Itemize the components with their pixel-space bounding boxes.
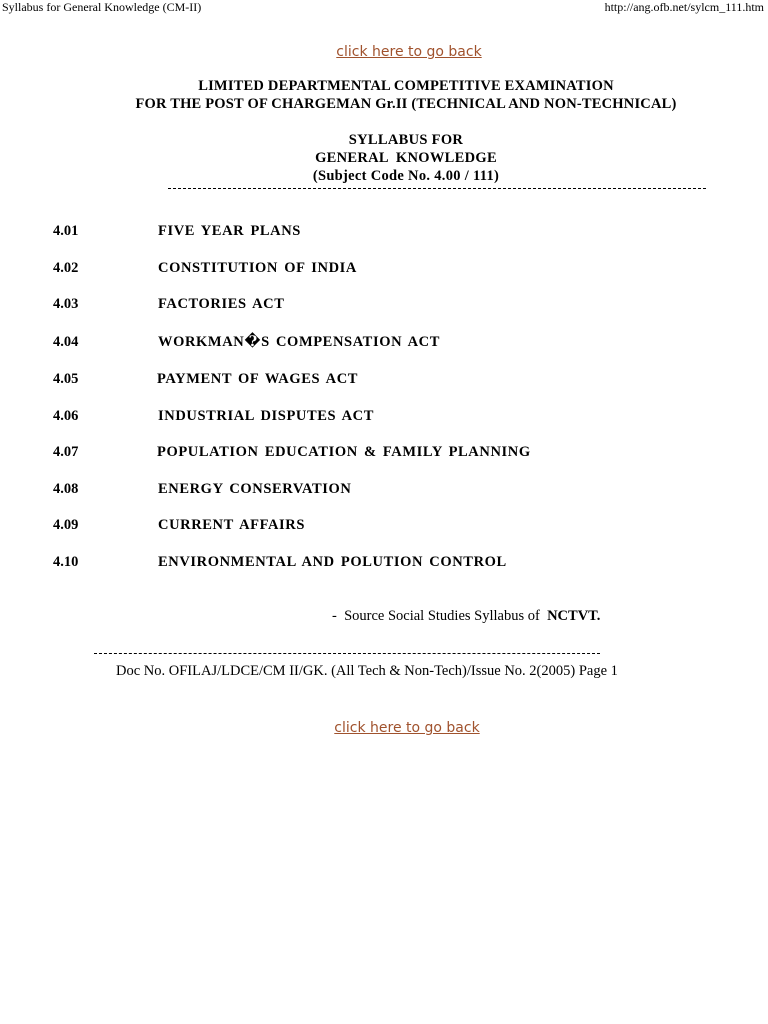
browser-page-title: Syllabus for General Knowledge (CM-II) — [2, 0, 202, 14]
source-note-prefix: - Source Social Studies Syllabus of — [332, 608, 544, 624]
divider-top — [168, 188, 706, 189]
source-note-org: NCTVT. — [547, 608, 601, 624]
item-title: POPULATION EDUCATION & FAMILY PLANNING — [157, 444, 531, 460]
item-title: CURRENT AFFAIRS — [158, 517, 306, 533]
item-number: 4.06 — [53, 408, 79, 424]
item-number: 4.05 — [53, 371, 79, 387]
syllabus-heading — [96, 131, 716, 185]
item-title: FIVE YEAR PLANS — [158, 223, 301, 239]
item-title: FACTORIES ACT — [158, 296, 285, 312]
exam-heading-line2: FOR THE POST OF CHARGEMAN Gr.II (TECHNICAL AND NON-TECHNICAL) — [135, 96, 677, 112]
subject-code: (Subject Code No. 4.00 / 111) — [312, 168, 500, 184]
item-number: 4.01 — [53, 223, 79, 239]
divider-bottom — [94, 653, 600, 654]
item-number: 4.04 — [53, 334, 79, 350]
item-title: INDUSTRIAL DISPUTES ACT — [158, 408, 375, 424]
browser-page-url: http://ang.ofb.net/sylcm_111.htm — [604, 0, 764, 14]
back-link-top[interactable]: click here to go back — [336, 44, 482, 60]
syllabus-heading-line2: GENERAL KNOWLEDGE — [315, 150, 497, 166]
item-number: 4.07 — [53, 444, 79, 460]
item-number: 4.02 — [53, 260, 79, 276]
syllabus-heading-line1: SYLLABUS FOR — [348, 132, 464, 148]
source-note — [332, 607, 600, 625]
item-number: 4.10 — [53, 554, 79, 570]
item-title: ENVIRONMENTAL AND POLUTION CONTROL — [158, 554, 507, 570]
item-title: WORKMAN�S COMPENSATION ACT — [158, 334, 440, 350]
back-link-bottom[interactable]: click here to go back — [334, 720, 480, 736]
item-number: 4.03 — [53, 296, 79, 312]
item-title: ENERGY CONSERVATION — [158, 481, 352, 497]
exam-heading-line1: LIMITED DEPARTMENTAL COMPETITIVE EXAMINATION — [198, 78, 614, 94]
item-title: CONSTITUTION OF INDIA — [158, 260, 357, 276]
item-number: 4.08 — [53, 481, 79, 497]
item-number: 4.09 — [53, 517, 79, 533]
item-title: PAYMENT OF WAGES ACT — [157, 371, 359, 387]
document-number: Doc No. OFILAJ/LDCE/CM II/GK. (All Tech & Non-Tech)/Issue No. 2(2005) Page 1 — [116, 663, 618, 679]
exam-heading — [96, 77, 716, 113]
